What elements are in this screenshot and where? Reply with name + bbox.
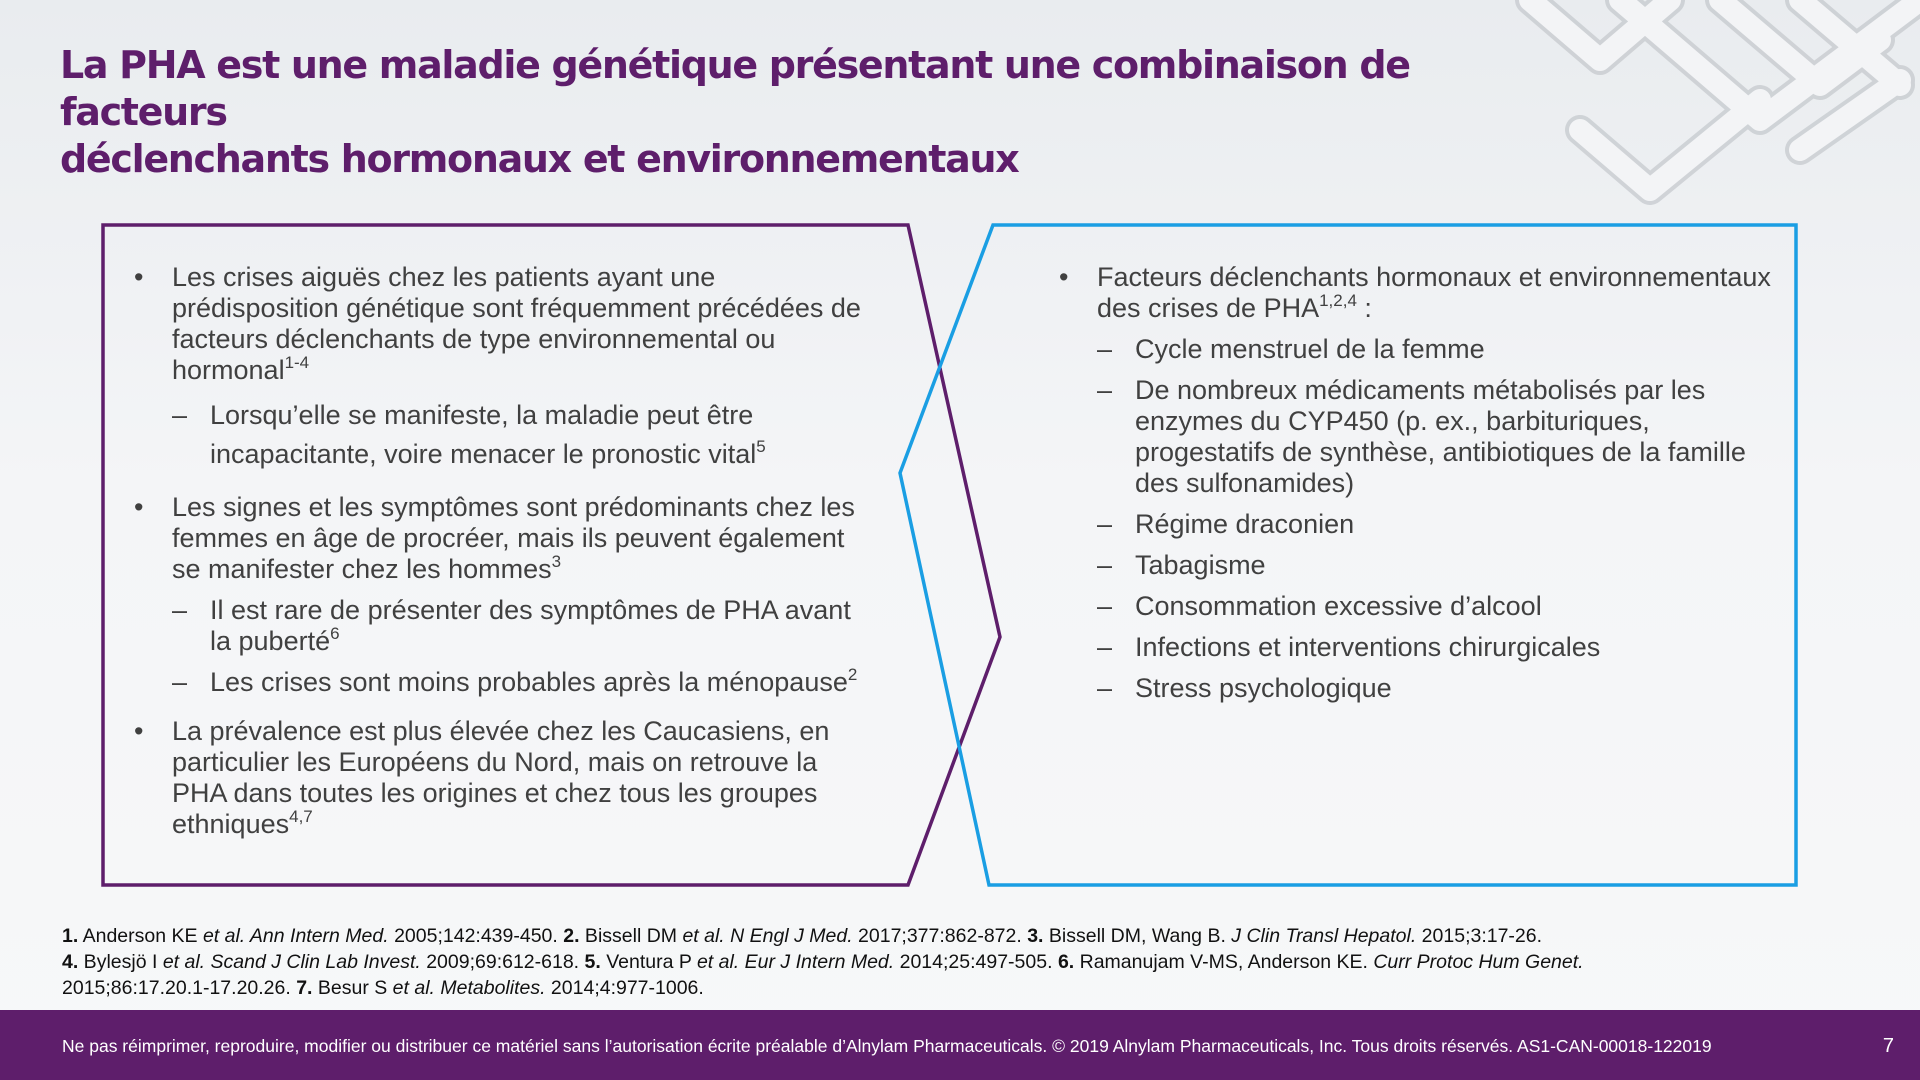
footer-bar <box>0 1010 1920 1080</box>
trigger-item: – Infections et interventions chirurgicales <box>1097 632 1779 663</box>
trigger-item: – Régime draconien <box>1097 509 1779 540</box>
right-panel <box>1059 262 1779 722</box>
subbullet-menopause: – Les crises sont moins probables après la ménopause$^2$ <box>172 667 874 698</box>
bullet-women-predominance: • Les signes et les symptômes sont prédominants chez les femmes en âge de procréer, mais ils peuvent également se manifester chez les hommes$^3$ – Il est rare de présenter des symptômes de PHA avant la puberté$^6$ – Les crises sont moins probables après la ménopause$^2$ <box>134 492 874 698</box>
trigger-item: – De nombreux médicaments métabolisés par les enzymes du CYP450 (p. ex., barbituriques, progestatifs de synthèse, antibiotiques de la famille des sulfonamides) <box>1097 375 1779 499</box>
subbullet-incapacitating: – Lorsqu’elle se manifeste, la maladie peut être incapacitante, voire menacer le pronostic vital$^5$ <box>172 396 874 474</box>
page-number: 7 <box>1882 1035 1894 1057</box>
title-line-2: déclenchants hormonaux et environnementaux <box>60 137 1019 181</box>
reference-1: 1. Anderson KE et al. Ann Intern Med. 2005;142:439-450. <box>62 925 564 947</box>
reference-5: 5. Ventura P et al. Eur J Intern Med. 2014;25:497-505. <box>584 951 1058 973</box>
left-panel <box>134 262 874 858</box>
references <box>62 923 1862 1001</box>
reference-4: 4. Bylesjö I et al. Scand J Clin Lab Invest. 2009;69:612-618. <box>62 951 585 973</box>
trigger-item: – Stress psychologique <box>1097 673 1779 704</box>
bullet-triggers: • Facteurs déclenchants hormonaux et environnementaux des crises de PHA$^{1,2,4}$ : – Cycle menstruel de la femme – De nombreux médicaments métabolisés par les enzymes du CYP450 (p. ex., barbituriques, progestatifs de synthèse, antibiotiques de la famille des sulfonamides) – Régime draconien – Tabagisme – Consommation excessive d’alcool – Infections et interventions chirurgicales – Stress psychologique <box>1059 262 1779 704</box>
copyright-notice: Ne pas réimprimer, reproduire, modifier ou distribuer ce matériel sans l’autorisation écrite préalable d’Alnylam Pharmaceuticals. © 2019 Alnylam Pharmaceuticals, Inc. Tous droits réservés. AS1-CAN-00018-122019 <box>62 1036 1712 1056</box>
title-line-1: La PHA est une maladie génétique présentant une combinaison de facteurs <box>60 43 1410 134</box>
bullet-prevalence: • La prévalence est plus élevée chez les Caucasiens, en particulier les Européens du Nord, mais on retrouve la PHA dans toutes les origines et chez tous les groupes ethniques$^{4,7}$ <box>134 716 874 840</box>
subbullet-puberty: – Il est rare de présenter des symptômes de PHA avant la puberté$^6$ <box>172 595 874 657</box>
reference-7: 7. Besur S et al. Metabolites. 2014;4:977-1006. <box>296 977 704 999</box>
trigger-item: – Cycle menstruel de la femme <box>1097 334 1779 365</box>
reference-6: 6. Ramanujam V-MS, Anderson KE. Curr Protoc Hum Genet. 2015;86:17.20.1-17.20.26. <box>62 951 1584 999</box>
trigger-item: – Consommation excessive d’alcool <box>1097 591 1779 622</box>
reference-2: 2. Bissell DM et al. N Engl J Med. 2017;377:862-872. <box>563 925 1028 947</box>
reference-3: 3. Bissell DM, Wang B. J Clin Transl Hepatol. 2015;3:17-26. <box>1027 925 1543 947</box>
bullet-genetic-predisposition: • Les crises aiguës chez les patients ayant une prédisposition génétique sont fréquemment précédées de facteurs déclenchants de type environnemental ou hormonal$^{1-4}$ – Lorsqu’elle se manifeste, la maladie peut être incapacitante, voire menacer le pronostic vital$^5$ <box>134 262 874 474</box>
trigger-item: – Tabagisme <box>1097 550 1779 581</box>
